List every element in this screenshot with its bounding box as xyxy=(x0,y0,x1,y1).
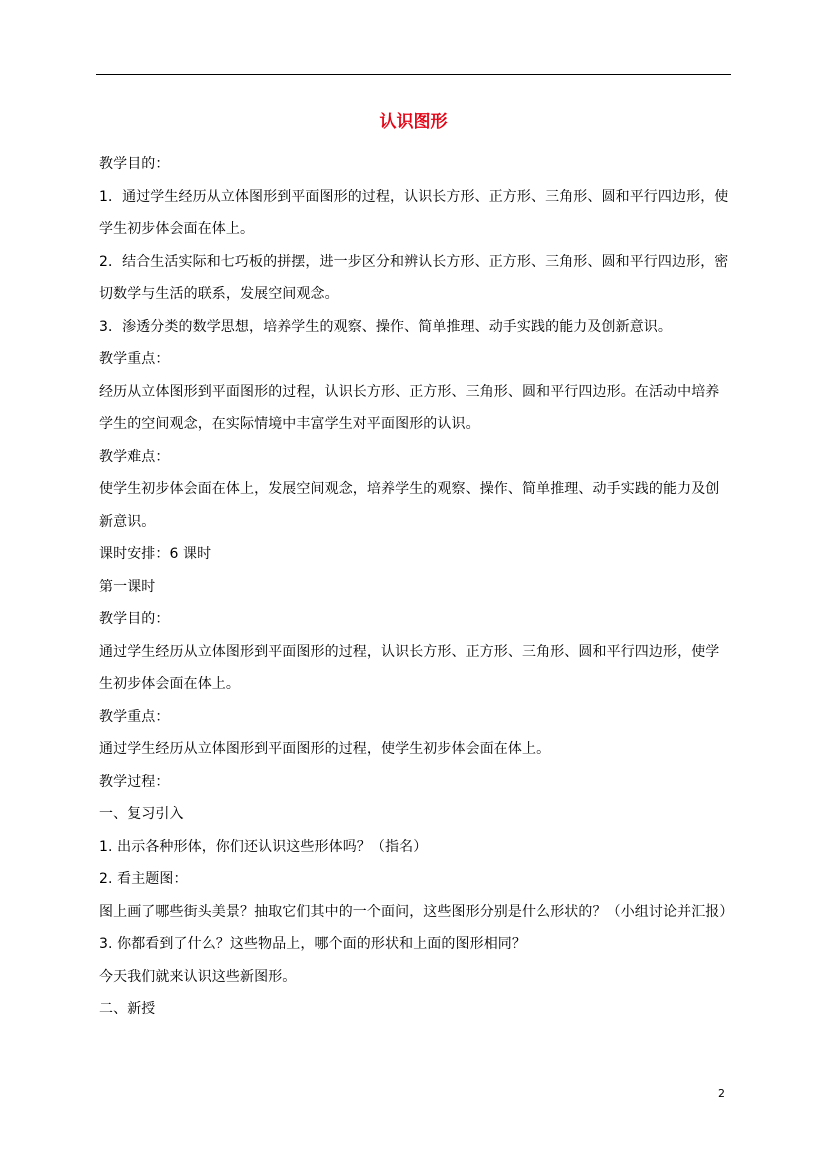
paragraph: 3. 你都看到了什么？这些物品上，哪个面的形状和上面的图形相同？ xyxy=(99,936,527,952)
paragraph: 教学重点： xyxy=(99,351,170,367)
paragraph: 第一课时 xyxy=(99,578,156,595)
paragraph: 二、新授 xyxy=(99,1001,156,1017)
paragraph: 2. 看主题图： xyxy=(99,871,188,887)
paragraph: 图上画了哪些街头美景？抽取它们其中的一个面问，这些图形分别是什么形状的？（小组讨论并汇报） xyxy=(99,903,734,920)
header-rule xyxy=(96,74,731,75)
paragraph: 教学目的： xyxy=(99,156,170,172)
paragraph: 2．结合生活实际和七巧板的拼摆，进一步区分和辨认长方形、正方形、三角形、圆和平行四边形，密切数学与生活的联系，发展空间观念。 xyxy=(99,253,729,302)
paragraph: 教学重点： xyxy=(99,708,170,725)
paragraph: 教学难点： xyxy=(99,448,170,465)
paragraph: 教学过程： xyxy=(99,773,170,790)
paragraph: 使学生初步体会面在体上，发展空间观念，培养学生的观察、操作、简单推理、动手实践的能力及创新意识。 xyxy=(99,481,720,530)
paragraph: 今天我们就来认识这些新图形。 xyxy=(99,968,297,985)
paragraph: 一、复习引入 xyxy=(99,806,184,822)
paragraph: 通过学生经历从立体图形到平面图形的过程，使学生初步体会面在体上。 xyxy=(99,741,551,757)
document-body xyxy=(99,148,734,1026)
paragraph: 通过学生经历从立体图形到平面图形的过程，认识长方形、正方形、三角形、圆和平行四边形，使学生初步体会面在体上。 xyxy=(99,643,720,692)
paragraph: 教学目的： xyxy=(99,611,170,627)
paragraph: 1．通过学生经历从立体图形到平面图形的过程，认识长方形、正方形、三角形、圆和平行四边形，使学生初步体会面在体上。 xyxy=(99,188,729,237)
paragraph: 课时安排：6 课时 xyxy=(99,546,212,562)
paragraph: 1. 出示各种形体，你们还认识这些形体吗？（指名） xyxy=(99,838,428,855)
page-number: 2 xyxy=(718,1087,725,1100)
page-title: 认识图形 xyxy=(379,112,448,132)
paragraph: 3．渗透分类的数学思想，培养学生的观察、操作、简单推理、动手实践的能力及创新意识。 xyxy=(99,318,673,335)
paragraph: 经历从立体图形到平面图形的过程，认识长方形、正方形、三角形、圆和平行四边形。在活动中培养学生的空间观念，在实际情境中丰富学生对平面图形的认识。 xyxy=(99,383,720,432)
